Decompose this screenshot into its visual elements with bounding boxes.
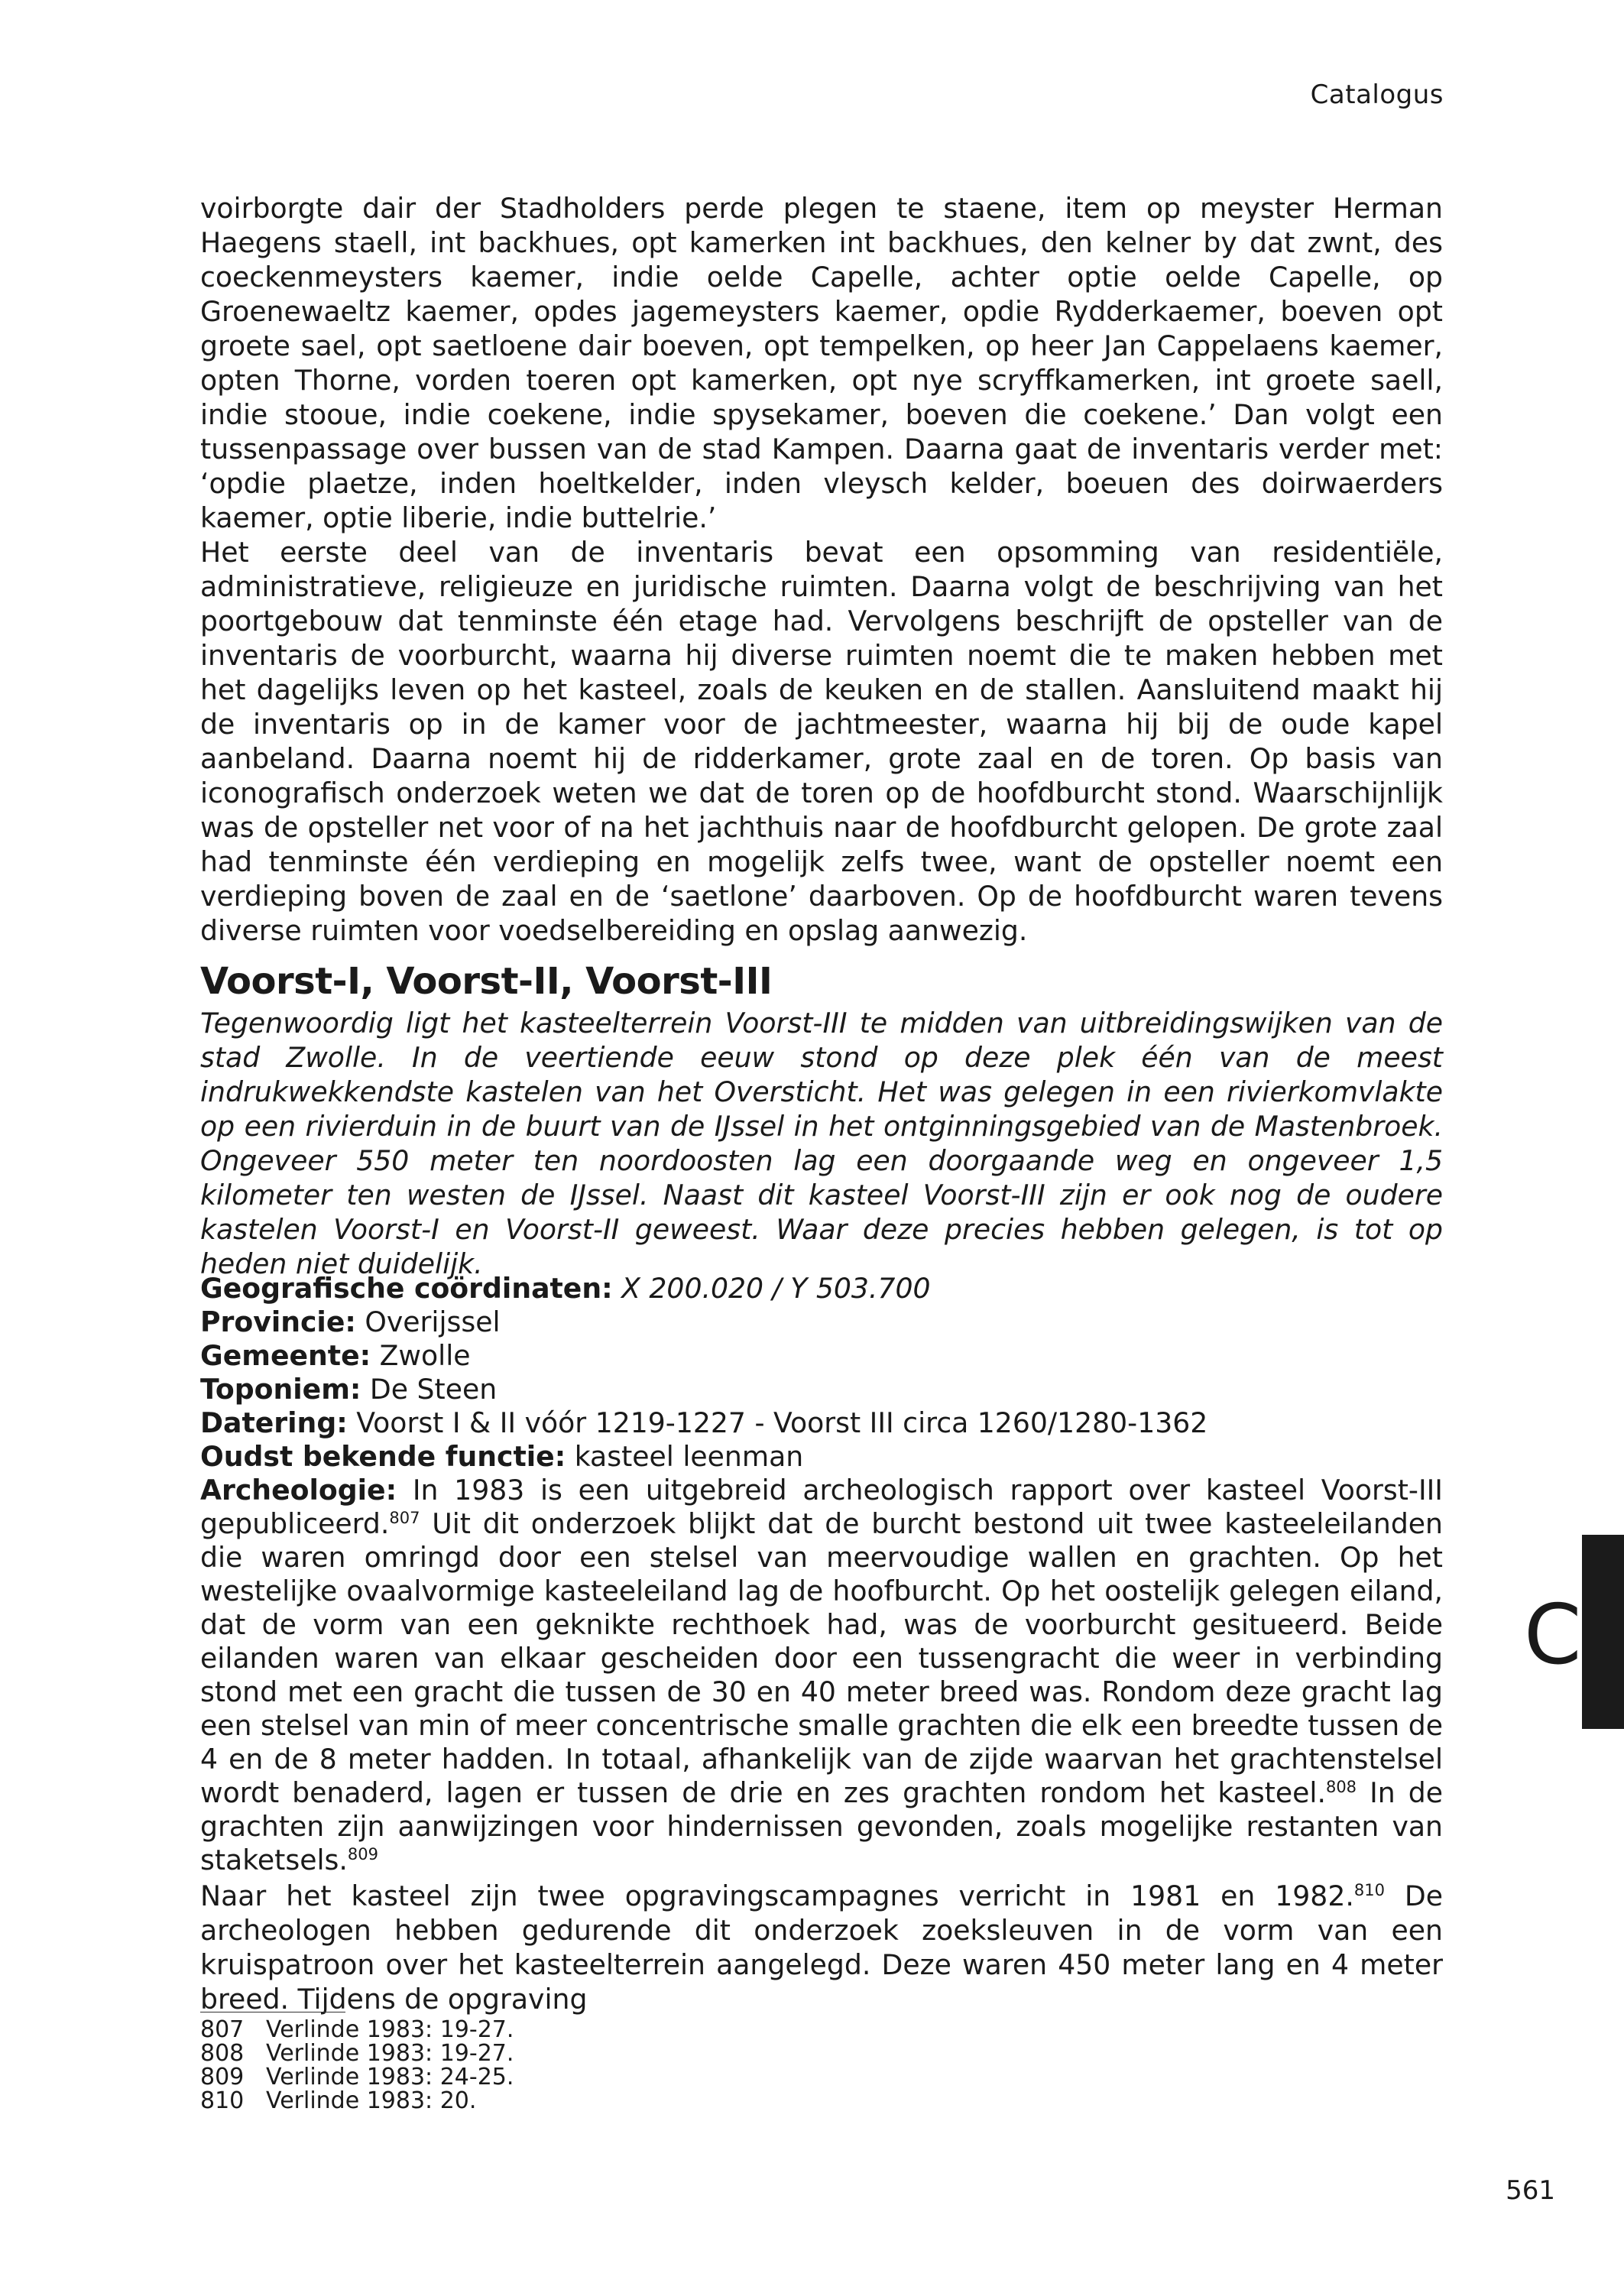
- section-intro: Tegenwoordig ligt het kasteelterrein Voorst-III te midden van uitbreidingswijken van de stad Zwolle. In de veertiende eeuw stond op deze plek één van de meest indrukwekkendste kastelen van het Oversticht. Het was gelegen in een rivierkomvlakte op een rivierduin in de buurt van de IJssel in het ontginningsgebied van de Mastenbroek. Ongeveer 550 meter ten noordoosten lag een doorgaande weg en ongeveer 1,5 kilometer ten westen de IJssel. Naast dit kasteel Voorst-III zijn er ook nog de oudere kastelen Voorst-I en Voorst-II geweest. Waar deze precies hebben gelegen, is tot op heden niet duidelijk.: [200, 1007, 1443, 1280]
- footnote-text: Verlinde 1983: 19-27.: [266, 2016, 514, 2043]
- footnote-ref[interactable]: 807: [389, 1508, 420, 1527]
- meta-label: Oudst bekende functie:: [200, 1440, 566, 1473]
- meta-value: De Steen: [369, 1373, 498, 1406]
- footnotes: [200, 2018, 514, 2113]
- meta-label: Provincie:: [200, 1305, 356, 1338]
- footnote-number: 808: [200, 2040, 245, 2067]
- meta-label: Archeologie:: [200, 1474, 397, 1507]
- meta-functie: [200, 1440, 1443, 1474]
- meta-toponiem: [200, 1373, 1443, 1406]
- footnote-number: 810: [200, 2087, 245, 2114]
- meta-provincie: [200, 1305, 1443, 1339]
- chapter-letter: C: [1524, 1588, 1582, 1683]
- body-paragraph-1: voirborgte dair der Stadholders perde plegen te staene, item op meyster Herman Haegens staell, int backhues, opt kamerken int backhues, den kelner by dat zwnt, des coeckenmeysters kaemer, indie oelde Capelle, achter optie oelde Capelle, op Groenewaeltz kaemer, opdes jagemeysters kaemer, opdie Rydderkaemer, boeven opt groete sael, opt saetloene dair boeven, opt tempelken, op heer Jan Cappelaens kaemer, opten Thorne, vorden toeren opt kamerken, opt nye scryffkamerken, int groete saell, indie stooue, indie coekene, indie spysekamer, boeven die coekene.’ Dan volgt een tussenpassage over bussen van de stad Kampen. Daarna gaat de inventaris verder met: ‘opdie plaetze, inden hoeltkelder, inden vleysch kelder, boeuen des doirwaerders kaemer, optie liberie, indie buttelrie.’: [200, 192, 1443, 534]
- footnote-text: Verlinde 1983: 24-25.: [266, 2064, 514, 2090]
- footnote: [200, 2042, 514, 2065]
- footnote: [200, 2018, 514, 2042]
- meta-value: In de grachten zijn aanwijzingen voor hindernissen gevonden, zoals mogelijke restanten van staketsels.: [200, 1776, 1443, 1876]
- paragraph-text: De archeologen hebben gedurende dit onderzoek zoeksleuven in de vorm van een kruispatroon over het kasteelterrein aangelegd. Deze waren 450 meter lang en 4 meter breed. Tijdens de opgraving: [200, 1879, 1443, 2016]
- site-metadata: [200, 1272, 1443, 1877]
- meta-label: Gemeente:: [200, 1339, 371, 1372]
- meta-gemeente: [200, 1339, 1443, 1373]
- body-paragraph-4: [200, 1879, 1443, 2016]
- footnote-text: Verlinde 1983: 20.: [266, 2087, 477, 2114]
- meta-value: kasteel leenman: [574, 1440, 804, 1473]
- meta-label: Datering:: [200, 1406, 348, 1439]
- meta-archeologie: [200, 1474, 1443, 1877]
- meta-value: Overijssel: [365, 1305, 501, 1338]
- body-paragraph-2: Het eerste deel van de inventaris bevat een opsomming van residentiële, administratieve, religieuze en juridische ruimten. Daarna volgt de beschrijving van het poortgebouw dat tenminste één etage had. Vervolgens beschrijft de opsteller van de inventaris de voorburcht, waarna hij diverse ruimten noemt die te maken hebben met het dagelijks leven op het kasteel, zoals de keuken en de stallen. Aansluitend maakt hij de inventaris op in de kamer voor de jachtmeester, waarna hij bij de oude kapel aanbeland. Daarna noemt hij de ridderkamer, grote zaal en de toren. Op basis van iconografisch onderzoek weten we dat de toren op de hoofdburcht stond. Waarschijnlijk was de opsteller net voor of na het jachthuis naar de hoofdburcht gelopen. De grote zaal had tenminste één verdieping en mogelijk zelfs twee, want de opsteller noemt een verdieping boven de zaal en de ‘saetlone’ daarboven. Op de hoofdburcht waren tevens diverse ruimten voor voedselbereiding en opslag aanwezig.: [200, 536, 1443, 947]
- running-header: Catalogus: [1310, 79, 1444, 110]
- meta-value: Uit dit onderzoek blijkt dat de burcht bestond uit twee kasteeleilanden die waren omringd door een stelsel van meervoudige wallen en grachten. Op het westelijke ovaalvormige kasteeleiland lag de hoofburcht. Op het oostelijk gelegen eiland, dat de vorm van een geknikte rechthoek had, was de voorburcht gesitueerd. Beide eilanden waren van elkaar gescheiden door een tussengracht die weer in verbinding stond met een gracht die tussen de 30 en 40 meter breed was. Rondom deze gracht lag een stelsel van min of meer concentrische smalle grachten die elk een breedte tussen de 4 en de 8 meter hadden. In totaal, afhankelijk van de zijde waarvan het grachtenstelsel wordt benaderd, lagen er tussen de drie en zes grachten rondom het kasteel.: [200, 1507, 1443, 1809]
- footnote: [200, 2065, 514, 2089]
- footnote-number: 807: [200, 2016, 245, 2043]
- page-number: 561: [1506, 2175, 1555, 2206]
- meta-value: Voorst I & II vóór 1219-1227 - Voorst III circa 1260/1280-1362: [356, 1406, 1208, 1439]
- meta-datering: [200, 1406, 1443, 1440]
- meta-value: X 200.020 / Y 503.700: [621, 1272, 931, 1305]
- footnote: [200, 2089, 514, 2113]
- meta-value: In 1983 is een uitgebreid archeologisch rapport over kasteel Voorst-III gepubliceerd.: [200, 1474, 1443, 1540]
- chapter-thumb-tab: [1582, 1535, 1624, 1729]
- section-heading: Voorst-I, Voorst-II, Voorst-III: [200, 960, 773, 1003]
- footnote-ref[interactable]: 809: [347, 1844, 378, 1863]
- footnote-number: 809: [200, 2064, 245, 2090]
- footnote-ref[interactable]: 808: [1325, 1777, 1357, 1796]
- meta-coordinates: [200, 1272, 1443, 1305]
- footnote-text: Verlinde 1983: 19-27.: [266, 2040, 514, 2067]
- meta-value: Zwolle: [379, 1339, 471, 1372]
- footnote-ref[interactable]: 810: [1353, 1880, 1385, 1899]
- meta-label: Toponiem:: [200, 1373, 361, 1406]
- paragraph-text: Naar het kasteel zijn twee opgravingscampagnes verricht in 1981 en 1982.: [200, 1879, 1354, 1912]
- meta-label: Geografische coördinaten:: [200, 1272, 613, 1305]
